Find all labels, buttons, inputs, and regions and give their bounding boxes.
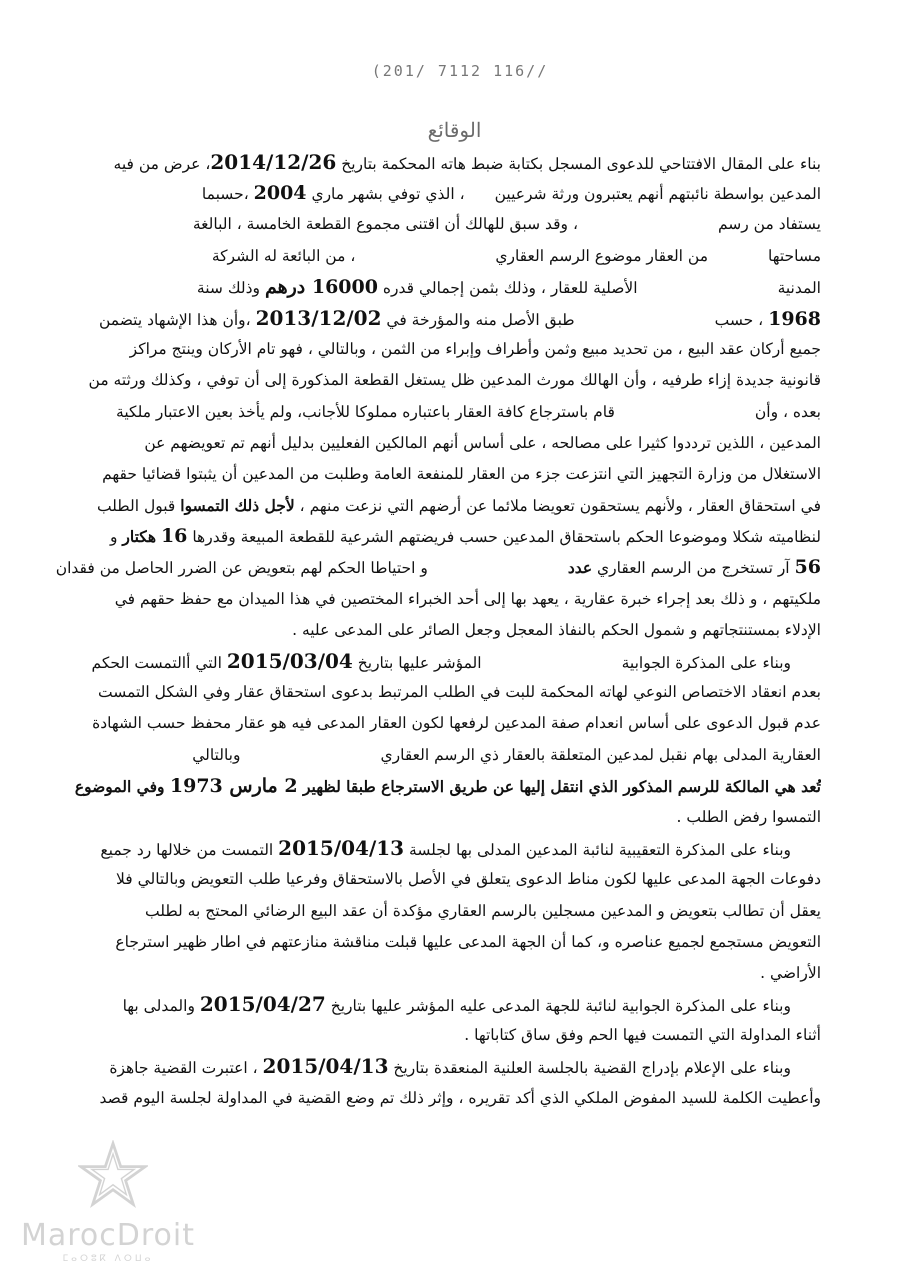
paragraph-rebuttal [21, 833, 821, 989]
text-run: وبناء على المذكرة الجوابية لنائبة للجهة المدعى عليه المؤشر عليها بتاريخ [325, 997, 791, 1016]
text-run: ، الذي توفي بشهر ماري [306, 185, 465, 204]
text-run: المدعين بواسطة نائبتهم أنهم يعتبرون ورثة شرعيين [494, 185, 821, 204]
text-line [21, 397, 821, 428]
text-run: قبول الطلب [96, 497, 181, 516]
emphasis-text: تُعد هي المالكة للرسم المذكور الذي انتقل إليها عن طريق الاسترجاع طبقا لظهير [297, 776, 821, 796]
watermark-text: MarocDroit [20, 1218, 196, 1253]
paragraph-hearing [21, 1051, 821, 1113]
section-heading: الوقائع [427, 118, 482, 142]
text-line [21, 490, 821, 521]
text-run: بعده ، وأن [754, 402, 821, 421]
text-line: وأعطيت الكلمة للسيد المفوض الملكي الذي أكد تقريره ، وإثر ذلك تم وضع القضية في المداولة لجلسة اليوم قصد [99, 1088, 821, 1107]
text-run: ، وقد سبق للهالك أن اقتنى مجموع القطعة الخامسة ، البالغة [192, 215, 578, 234]
text-run: والمدلى بها [122, 997, 200, 1016]
paragraph-second-response [21, 989, 821, 1051]
date-value: 2015/04/27 [199, 992, 326, 1017]
text-line: الإدلاء بمستنتجاتهم و شمول الحكم بالنفاذ المعجل وجعل الصائر على المدعى عليه . [292, 620, 821, 639]
date-value: 2015/04/13 [262, 1054, 389, 1079]
text-run: المدنية [777, 278, 821, 297]
date-value: 2014/12/26 [210, 150, 337, 174]
emphasis-text: عدد [567, 558, 593, 578]
text-line: الأراضي . [760, 963, 821, 982]
text-run: في استحقاق العقار ، ولأنهم يستحقون تعويضا ملائما عن أرضهم التي نزعت منهم ، [294, 497, 821, 516]
text-line [21, 552, 821, 583]
date-value: 2013/12/02 [255, 305, 382, 330]
text-line: دفوعات الجهة المدعى عليها لكون مناط الدعوى يتعلق في الأصل بالاستحقاق وفرعيا طلب التعويض وبالتالي فلا [115, 870, 821, 889]
text-line: الاستغلال من وزارة التجهيز التي انتزعت جزء من العقار للمنفعة العامة وطلبت من المدعين أن يثبتوا قضائيا حقهم [102, 464, 821, 483]
text-line [21, 833, 821, 864]
text-line: يعقل أن تطالب بتعويض و المدعين مسجلين بالرسم العقاري مؤكدة أن عقد البيع الرضائي المحتج به لطلب [144, 901, 821, 920]
text-run: وبناء على الإعلام بإدراج القضية بالجلسة العلنية المنعقدة بتاريخ [388, 1059, 791, 1078]
text-line [21, 147, 821, 178]
text-run: لنظاميته شكلا وموضوعا الحكم باستحقاق المدعين حسب فريضتهم الشرعية للقطعة المبيعة وقدرها [187, 528, 821, 547]
text-line: قانونية جديدة إزاء طرفيه ، وأن الهالك مورث المدعين ظل يستغل القطعة المذكورة إلى أن توفي ، وكذلك ورثته من [88, 371, 821, 390]
text-line: أثناء المداولة التي التمست فيها الحم وفق ساق كتاباتها . [464, 1026, 821, 1045]
text-run: الأصلية للعقار ، وذلك بثمن إجمالي قدره [377, 278, 638, 297]
year-value: 2004 [253, 182, 307, 205]
reference-number: (201/ 7112 116// [371, 62, 549, 80]
text-run: وذلك سنة [196, 278, 265, 297]
watermark-logo [18, 1140, 198, 1280]
text-run: ، عرض من فيه [113, 155, 211, 173]
text-run: آر تستخرج من الرسم العقاري [592, 559, 795, 578]
text-run: التي أالتمست الحكم [91, 654, 227, 672]
text-line: ملكيتهم ، و ذلك بعد إجراء خبرة عقارية ، يعهد بها إلى أحد الخبراء المختصين في هذا الميدان مع حفظ حقهم في [114, 589, 821, 608]
text-run: ، حسب [714, 310, 769, 329]
paragraph-response [21, 646, 821, 833]
emphasis-text: لأجل ذلك التمسوا [180, 496, 295, 516]
text-run: و [109, 528, 123, 547]
star-icon [78, 1140, 148, 1210]
document-body [21, 147, 821, 1114]
text-run: المؤشر عليها بتاريخ [352, 654, 482, 672]
text-line [21, 209, 821, 240]
text-run: من العقار موضوع الرسم العقاري [495, 246, 709, 265]
text-run: يستفاد من رسم [717, 215, 821, 234]
text-line: التعويض مستجمع لجميع عناصره و، كما أن الجهة المدعى عليها قبلت مناقشة منازعتهم في اطار ظهير استرجاع [115, 932, 821, 951]
text-run: قام باسترجاع كافة العقار باعتباره مملوكا للأجانب، ولم يأخذ بعين الاعتبار ملكية [116, 402, 615, 421]
text-run: وبناء على المذكرة التعقيبية لنائبة المدعين المدلى بها لجلسة [404, 841, 791, 860]
year-value: 1968 [768, 307, 821, 330]
date-value: 2015/03/04 [226, 649, 353, 673]
text-line [21, 303, 821, 334]
text-run: العقارية المدلى بهام نقبل لمدعين المتعلقة بالعقار ذي الرسم العقاري [380, 745, 821, 764]
text-line: التمسوا رفض الطلب . [676, 807, 821, 826]
text-run: بناء على المقال الافتتاحي للدعوى المسجل بكتابة ضبط هاته المحكمة بتاريخ [336, 155, 821, 173]
area-value: 16 [160, 525, 188, 548]
date-value: 2015/04/13 [278, 836, 405, 861]
emphasis-text: هكتار [122, 527, 157, 547]
paragraph-claim [21, 147, 821, 646]
text-line [21, 1051, 821, 1082]
text-run: ، اعتبرت القضية جاهزة [109, 1059, 263, 1078]
text-run: و احتياطا الحكم لهم بتعويض عن الضرر الحاصل من فقدان [55, 559, 428, 578]
text-line [21, 178, 821, 209]
text-run: طبق الأصل منه والمؤرخة في [381, 310, 575, 329]
text-run: ، من البائعة له الشركة [211, 246, 356, 265]
text-line [21, 272, 821, 303]
text-line: عدم قبول الدعوى على أساس انعدام صفة المدعين لرفعها لكون العقار المدعى فيه هو عقار محفظ حسب الشهادة [92, 714, 821, 733]
area-value: 56 [794, 556, 821, 579]
price-value: 16000 درهم [264, 275, 378, 298]
text-line: المدعين ، اللذين ترددوا كثيرا على مصالحه ، على أساس أنهم المالكين الفعليين بدليل أنهم تم تعويضهم عن [144, 433, 821, 452]
emphasis-text: وفي الموضوع [74, 776, 170, 796]
text-line [21, 241, 821, 272]
text-run: ،حسبما [201, 185, 254, 204]
text-run: وبناء على المذكرة الجوابية [621, 654, 791, 672]
text-line: بعدم انعقاد الاختصاص النوعي لهاته المحكمة للبت في الطلب المرتبط بدعوى استحقاق عقار وفي الشكل التمست [97, 683, 821, 702]
text-line: جميع أركان عقد البيع ، من تحديد مبيع وثمن وأطراف وإبراء من الثمن ، وبالتالي ، فهو تام الأركان وينتج مراكز [129, 340, 821, 359]
text-run: وبالتالي [192, 745, 241, 764]
text-run: ،وأن هذا الإشهاد يتضمن [98, 310, 256, 329]
date-value: 2 مارس 1973 [169, 774, 298, 797]
text-run: التمست من خلالها رد جميع [100, 841, 279, 860]
text-line [21, 989, 821, 1020]
text-line [21, 646, 821, 677]
text-line [21, 771, 821, 802]
text-line [21, 521, 821, 552]
watermark-subtext: ⵎⴰⵔⵓⴽ ⴷⵔⵡⴰ [62, 1254, 154, 1264]
text-run: مساحتها [768, 246, 821, 265]
text-line [21, 740, 821, 771]
